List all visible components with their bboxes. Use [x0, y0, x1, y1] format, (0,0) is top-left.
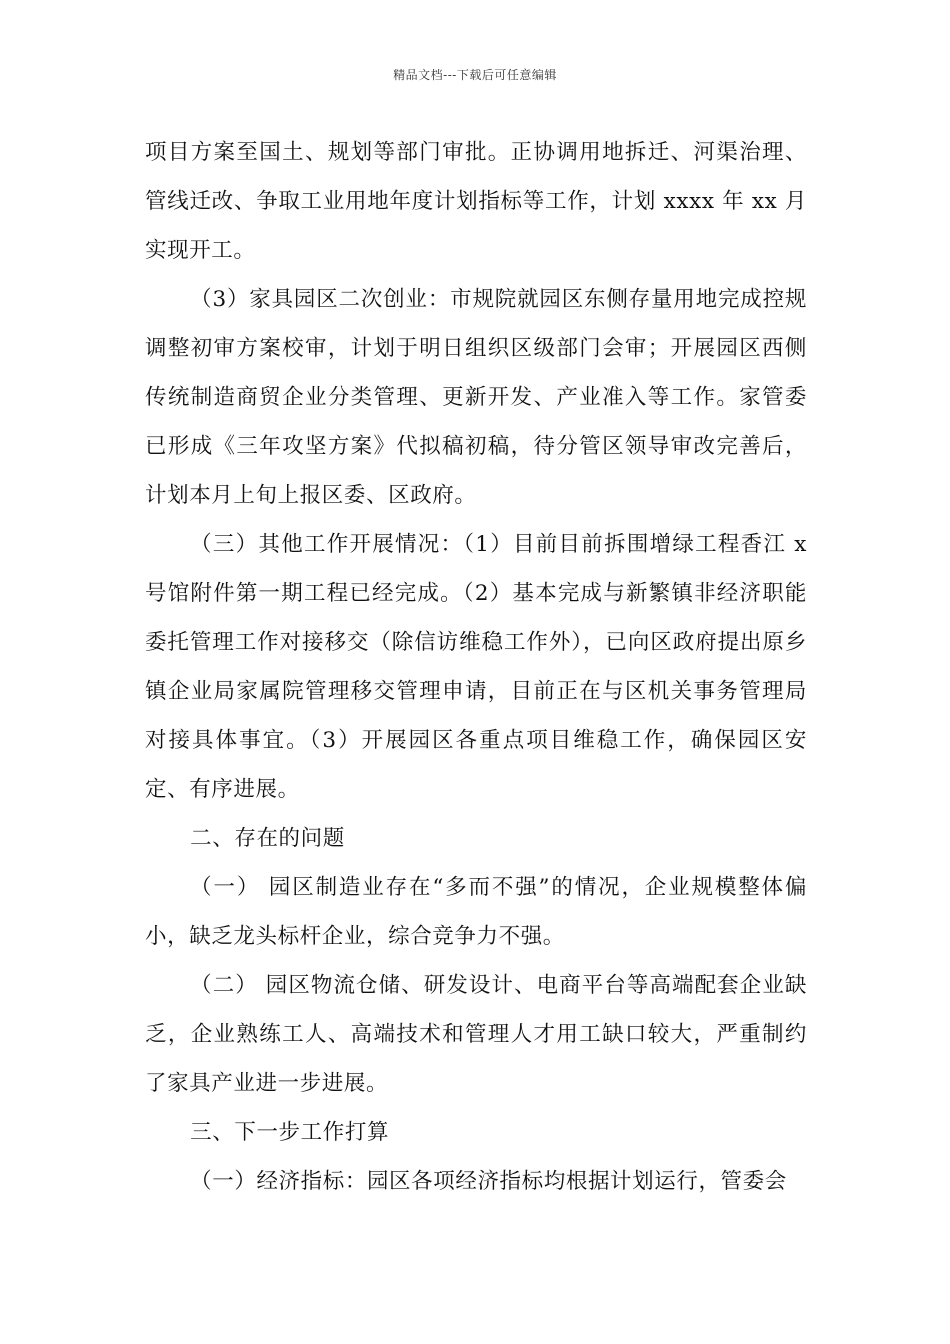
section-heading-problems: 二、存在的问题 — [190, 826, 345, 851]
document-body — [145, 128, 807, 1206]
paragraph-other-work: （三）其他工作开展情况：（1）目前目前拆围增绿工程香江 x 号馆附件第一期工程已经完成。（2）基本完成与新繁镇非经济职能委托管理工作对接移交（除信访维稳工作外），已向区政府提出原乡镇企业局家属院管理移交管理申请，目前正在与区机关事务管理局对接具体事宜。（3）开展园区各重点项目维稳工作，确保园区安定、有序进展。 — [145, 532, 807, 802]
paragraph-economic-indicators: （一）经济指标：园区各项经济指标均根据计划运行，管委会 — [190, 1169, 787, 1194]
paragraph-problem-two: （二） 园区物流仓储、研发设计、电商平台等高端配套企业缺乏，企业熟练工人、高端技术和管理人才用工缺口较大，严重制约了家具产业进一步进展。 — [145, 973, 807, 1096]
section-heading-next-steps: 三、下一步工作打算 — [190, 1120, 390, 1145]
page-header: 精品文档---下载后可任意编辑 — [393, 68, 557, 82]
paragraph-problem-one: （一） 园区制造业存在“多而不强”的情况，企业规模整体偏小，缺乏龙头标杆企业，综合竞争力不强。 — [145, 875, 807, 949]
paragraph-furniture-park: （3）家具园区二次创业：市规院就园区东侧存量用地完成控规调整初审方案校审，计划于明日组织区级部门会审；开展园区西侧传统制造商贸企业分类管理、更新开发、产业准入等工作。家管委已形成《三年攻坚方案》代拟稿初稿，待分管区领导审改完善后，计划本月上旬上报区委、区政府。 — [145, 287, 807, 508]
paragraph-project-approval: 项目方案至国土、规划等部门审批。正协调用地拆迁、河渠治理、管线迁改、争取工业用地年度计划指标等工作，计划 xxxx 年 xx 月实现开工。 — [145, 140, 807, 263]
